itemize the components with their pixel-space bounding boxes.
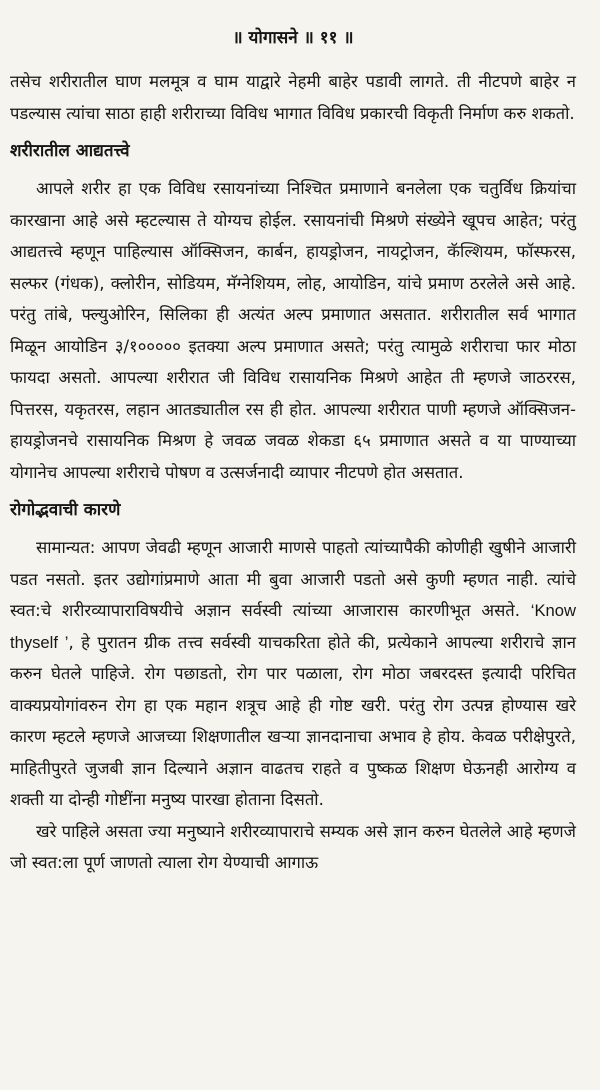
section-heading-elements: शरीरातील आद्यतत्त्वे [10,141,130,161]
causes-paragraph [10,532,576,816]
running-head: ॥ योगासने ॥ ११ ॥ [232,28,354,48]
causes-text-end: , हे पुरातन ग्रीक तत्त्व सर्वस्वी याचकरिता होते की, प्रत्येकाने आपल्या शरीराचे ज्ञान करुन घेतले पाहिजे. रोग पछाडतो, रोग पार पळाला, रोग मोठा जबरदस्त इत्यादी परिचित वाक्यप्रयोगांवरुन रोग हा एक महान शत्रूच आहे ही गोष्ट खरी. परंतु रोग उत्पन्न होण्यास खरे कारण म्हटले म्हणजे आजच्या शिक्षणातील खऱ्या ज्ञानदानाचा अभाव हे होय. केवळ परीक्षेपुरते, माहितीपुरते जुजबी ज्ञान दिल्याने अज्ञान वाढतच राहते व पुष्कळ शिक्षण घेऊनही आरोग्य व शक्ती या दोन्ही गोष्टींना मनुष्य पारखा होताना दिसतो. [10,632,576,809]
causes-text-start: सामान्यत: आपण जेवढी म्हणून आजारी माणसे पाहतो त्यांच्यापैकी कोणीही खुषीने आजारी पडत नसतो. इतर उद्योगांप्रमाणे आता मी बुवा आजारी पडतो असे कुणी म्हणत नाही. त्यांचे स्वत:चे शरीरव्यापाराविषयीचे अज्ञान सर्वस्वी त्यांच्या आजारास कारणीभूत असते. [10,538,577,620]
section-heading-causes: रोगोद्भवाची कारणे [10,500,121,520]
closing-paragraph: खरे पाहिले असता ज्या मनुष्याने शरीरव्यापाराचे सम्यक असे ज्ञान करुन घेतलेले आहे म्हणजे जो स्वत:ला पूर्ण जाणतो त्याला रोग येण्याची आगाऊ [10,821,576,872]
intro-paragraph: तसेच शरीरातील घाण मलमूत्र व घाम याद्वारे नेहमी बाहेर पडावी लागते. ती नीटपणे बाहेर न पडल्यास त्यांचा साठा हाही शरीराच्या विविध भागात विविध प्रकारची विकृती निर्माण करु शकतो. [10,72,576,123]
elements-paragraph: आपले शरीर हा एक विविध रसायनांच्या निश्चित प्रमाणाने बनलेला एक चतुर्विध क्रियांचा कारखाना आहे असे म्हटल्यास ते योग्यच होईल. रसायनांची मिश्रणे संख्येने खूपच आहेत; परंतु आद्यतत्त्वे म्हणून पाहिल्यास ऑक्सिजन, कार्बन, हायड्रोजन, नायट्रोजन, कॅल्शियम, फॉस्फरस, सल्फर (गंधक), क्लोरीन, सोडियम, मॅग्नेशियम, लोह, आयोडिन, यांचे प्रमाण ठरलेले असे आहे. परंतु तांबे, फ्ल्युओरिन, सिलिका ही अत्यंत अल्प प्रमाणात असतात. शरीरातील सर्व भागात मिळून आयोडिन ३/१००००० इतक्या अल्प प्रमाणात असते; परंतु त्यामुळे शरीराचा फार मोठा फायदा असतो. आपल्या शरीरात जी विविध रासायनिक मिश्रणे आहेत ती म्हणजे जाठररस, पित्तरस, यकृतरस, लहान आतड्यातील रस ही होत. आपल्या शरीरात पाणी म्हणजे ऑक्सिजन-हायड्रोजनचे रासायनिक मिश्रण हे जवळ जवळ शेकडा ६५ प्रमाणात असते व या पाण्याच्या योगानेच आपल्या शरीराचे पोषण व उत्सर्जनादी व्यापार नीटपणे होत असतात. [10,179,576,482]
know-thyself-quote: ‘Know thyself ’ [10,601,576,652]
